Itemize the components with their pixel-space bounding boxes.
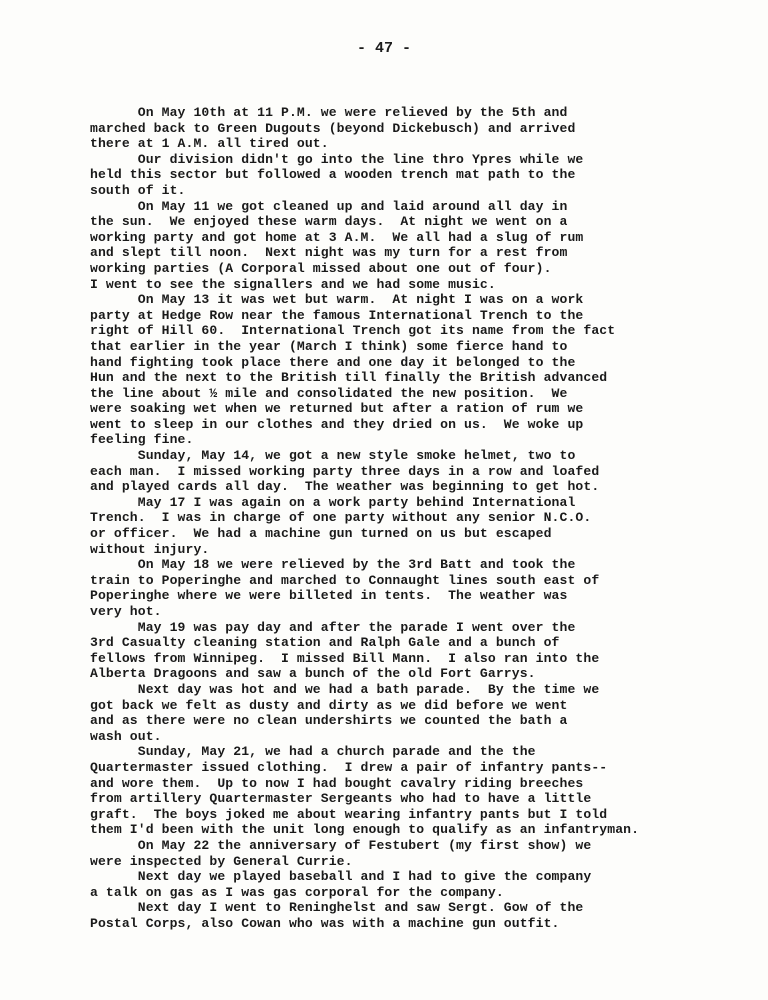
text-line: there at 1 A.M. all tired out. [90,136,329,152]
text-line: Next day we played baseball and I had to give the company [90,869,592,885]
text-line: Next day I went to Reninghelst and saw Sergt. Gow of the [90,900,584,916]
text-line: train to Poperinghe and marched to Connaught lines south east of [90,572,600,588]
text-line: Quartermaster issued clothing. I drew a pair of infantry pants-- [90,759,608,775]
text-line: south of it. [90,182,186,198]
text-line: fellows from Winnipeg. I missed Bill Mann. I also ran into the [90,650,600,666]
text-line: held this sector but followed a wooden trench mat path to the [90,167,576,183]
text-line: or officer. We had a machine gun turned on us but escaped [90,526,552,542]
text-line: On May 10th at 11 P.M. we were relieved by the 5th and [90,105,568,120]
text-line: Sunday, May 21, we had a church parade and the the [90,744,536,760]
text-line: from artillery Quartermaster Sergeants who had to have a little [90,791,592,807]
text-line: each man. I missed working party three days in a row and loafed [90,463,600,479]
text-line: Alberta Dragoons and saw a bunch of the old Fort Garrys. [90,666,536,682]
text-line: got back we felt as dusty and dirty as we did before we went [90,697,568,713]
text-line: May 19 was pay day and after the parade I went over the [90,619,576,635]
text-line: On May 22 the anniversary of Festubert (my first show) we [90,837,592,853]
text-line: and wore them. Up to now I had bought cavalry riding breeches [90,775,584,791]
text-line: and slept till noon. Next night was my turn for a rest from [90,245,568,261]
text-line: Next day was hot and we had a bath parade. By the time we [90,681,600,697]
text-line: 3rd Casualty cleaning station and Ralph Gale and a bunch of [90,635,560,651]
text-line: and as there were no clean undershirts we counted the bath a [90,713,568,729]
text-line: that earlier in the year (March I think) some fierce hand to [90,338,568,354]
text-line: went to sleep in our clothes and they dried on us. We woke up [90,416,584,432]
text-line: right of Hill 60. International Trench got its name from the fact [90,323,616,339]
text-line: were soaking wet when we returned but after a ration of rum we [90,401,584,417]
text-line: On May 13 it was wet but warm. At night I was on a work [90,292,584,308]
text-line: party at Hedge Row near the famous International Trench to the [90,307,584,323]
text-line: working party and got home at 3 A.M. We all had a slug of rum [90,229,584,245]
text-line: were inspected by General Currie. [90,853,353,869]
text-line: On May 11 we got cleaned up and laid around all day in [90,198,568,214]
text-line: and played cards all day. The weather was beginning to get hot. [90,479,600,495]
body-text [90,105,740,931]
text-line: Sunday, May 14, we got a new style smoke helmet, two to [90,448,576,464]
text-line: hand fighting took place there and one day it belonged to the [90,354,576,370]
text-line: the line about ½ mile and consolidated the new position. We [90,385,568,401]
text-line: I went to see the signallers and we had some music. [90,276,496,292]
text-line: May 17 I was again on a work party behind International [90,494,576,510]
text-line: a talk on gas as I was gas corporal for the company. [90,884,504,900]
text-line: Poperinghe where we were billeted in tents. The weather was [90,588,568,604]
text-line: the sun. We enjoyed these warm days. At night we went on a [90,214,568,230]
text-line: Our division didn't go into the line thro Ypres while we [90,151,584,167]
text-line: On May 18 we were relieved by the 3rd Batt and took the [90,557,576,573]
text-line: Hun and the next to the British till finally the British advanced [90,370,608,386]
text-line: them I'd been with the unit long enough to qualify as an infantryman. [90,822,640,838]
text-line: marched back to Green Dugouts (beyond Dickebusch) and arrived [90,120,576,136]
page-number: - 47 - [356,40,411,57]
text-line: wash out. [90,728,162,744]
text-line: feeling fine. [90,432,194,448]
text-line: graft. The boys joked me about wearing infantry pants but I told [90,806,608,822]
text-line: Trench. I was in charge of one party without any senior N.C.O. [90,510,592,526]
text-line: without injury. [90,541,210,557]
text-line: working parties (A Corporal missed about one out of four). [90,260,552,276]
text-line: Postal Corps, also Cowan who was with a machine gun outfit. [90,915,560,931]
text-line: very hot. [90,604,162,619]
